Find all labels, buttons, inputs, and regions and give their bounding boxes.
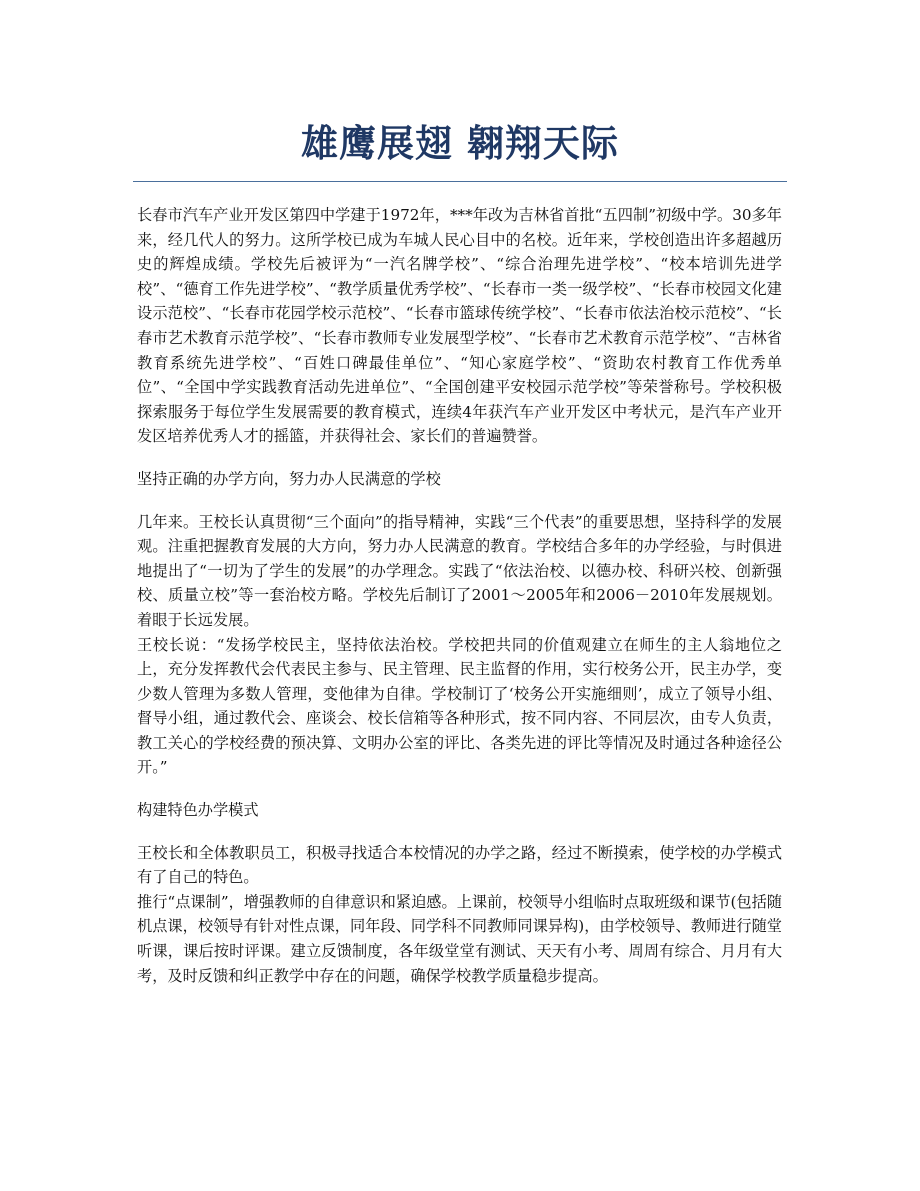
title-divider bbox=[133, 181, 787, 182]
direction-paragraph-2: 王校长说：“发扬学校民主，坚持依法治校。学校把共同的价值观建立在师生的主人翁地位之上，充分发挥教代会代表民主参与、民主管理、民主监督的作用，实行校务公开，民主办学，变少数人管理为多数人管理，变他律为自律。学校制订了‘校务公开实施细则’，成立了领导小组、督导小组，通过教代会、座谈会、校长信箱等各种形式，按不同内容、不同层次，由专人负责，教工关心的学校经费的预决算、文明办公室的评比、各类先进的评比等情况及时通过各种途径公开。” bbox=[137, 635, 782, 777]
document-body bbox=[137, 203, 782, 988]
direction-paragraph-1: 几年来。王校长认真贯彻“三个面向”的指导精神，实践“三个代表”的重要思想，坚持科学的发展观。注重把握教育发展的大方向，努力办人民满意的教育。学校结合多年的办学经验，与时俱进地提出了“一切为了学生的发展”的办学理念。实践了“依法治校、以德办校、科研兴校、创新强校、质量立校”等一套治校方略。学校先后制订了2001～2005年和2006－2010年发展规划。着眼于长远发展。 bbox=[137, 512, 782, 629]
section-heading-direction: 坚持正确的办学方向，努力办人民满意的学校 bbox=[137, 469, 441, 488]
intro-paragraph: 长春市汽车产业开发区第四中学建于1972年，***年改为吉林省首批“五四制”初级中学。30多年来，经几代人的努力。这所学校已成为车城人民心目中的名校。近年来，学校创造出许多超越历史的辉煌成绩。学校先后被评为“一汽名牌学校”、“综合治理先进学校”、“校本培训先进学校”、“德育工作先进学校”、“教学质量优秀学校”、“长春市一类一级学校”、“长春市校园文化建设示范校”、“长春市花园学校示范校”、“长春市篮球传统学校”、“长春市依法治校示范校”、“长春市艺术教育示范学校”、“长春市教师专业发展型学校”、“长春市艺术教育示范学校”、“吉林省教育系统先进学校”、“百姓口碑最佳单位”、“知心家庭学校”、“资助农村教育工作优秀单位”、“全国中学实践教育活动先进单位”、“全国创建平安校园示范学校”等荣誉称号。学校积极探索服务于每位学生发展需要的教育模式，连续4年获汽车产业开发区中考状元，是汽车产业开发区培养优秀人才的摇篮，并获得社会、家长们的普遍赞誉。 bbox=[137, 206, 782, 446]
section-heading-model: 构建特色办学模式 bbox=[137, 801, 259, 820]
document-title: 雄鹰展翅 翱翔天际 bbox=[301, 122, 619, 165]
model-paragraph-1: 王校长和全体教职员工，积极寻找适合本校情况的办学之路，经过不断摸索，使学校的办学模式有了自己的特色。 bbox=[137, 843, 782, 887]
model-paragraph-2: 推行“点课制”，增强教师的自律意识和紧迫感。上课前，校领导小组临时点取班级和课节(包括随机点课，校领导有针对性点课，同年段、同学科不同教师同课异构)，由学校领导、教师进行随堂听课，课后按时评课。建立反馈制度，各年级堂堂有测试、天天有小考、周周有综合、月月有大考，及时反馈和纠正教学中存在的问题，确保学校教学质量稳步提高。 bbox=[137, 892, 782, 985]
